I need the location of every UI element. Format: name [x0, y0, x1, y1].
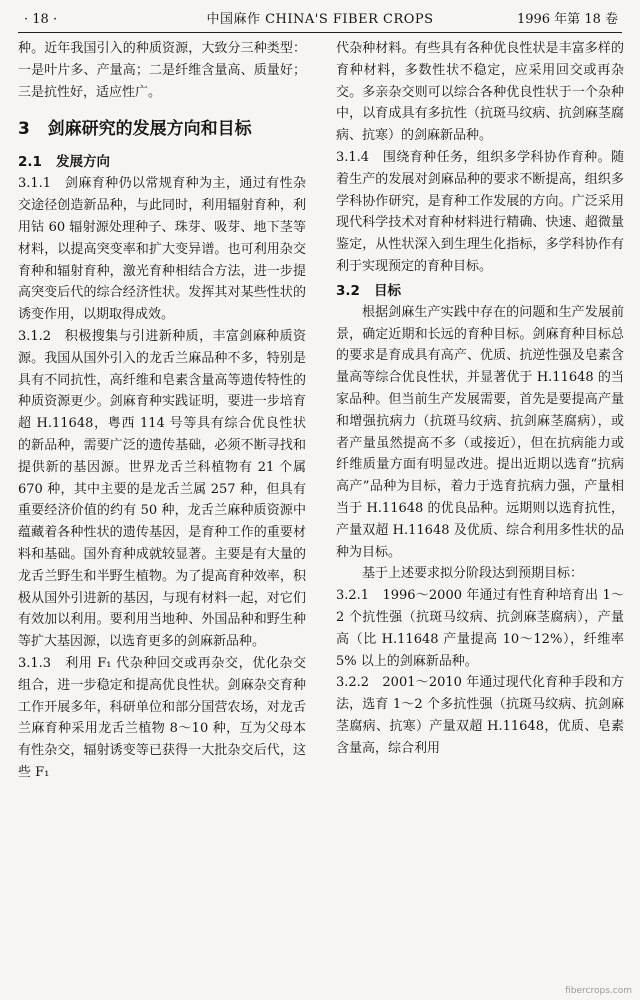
paragraph-3-1-2: 3.1.2 积极搜集与引进新种质，丰富剑麻种质资源。我国从国外引入的龙舌兰麻品种不多，特别是具有不同抗性，高纤维和皂素含量高等遗传特性的种质资源更少。剑麻育种实践证明，要进一步培育超 H.11648，粤西 114 号等具有综合优良性状的新品种，需要广泛的遗传基础，必须不断寻找和提供新的基因源。世界龙舌兰科植物有 21 个属 670 种，其中主要的是龙舌兰属 257 种，但具有重要经济价值的约有 50 种，龙舌兰麻种质资源中蕴藏着各种性状的遗传基因，是育种工作的重要材料和基础。国外育种成就较显著。主要是有大量的龙舌兰野生和半野生植物。为了提高育种效率，积极从国外引进新的基因，与现有材料一起，对它们有效加以利用。要利用当地种、外国品种和野生种等扩大基因源，以选育更多的剑麻新品种。	[18, 328, 306, 650]
journal-title: 中国麻作 CHINA'S FIBER CROPS	[206, 12, 434, 27]
paragraph-continued-right: 代杂种材料。有些具有各种优良性状是丰富多样的育种材料，多数性状不稳定，应采用回交或再杂交。多亲杂交则可以综合各种优良性状于一个杂种中，以育成具有多抗性（抗斑马纹病、抗剑麻茎腐病、抗寒）的剑麻新品种。	[336, 41, 624, 144]
section-title: 剑麻研究的发展方向和目标	[47, 119, 252, 140]
paragraph-goals: 根据剑麻生产实践中存在的问题和生产发展前景，确定近期和长远的育种目标。剑麻育种目标总的要求是育成具有高产、优质、抗逆性强及皂素含量高等综合优良性状，并显著优于 H.11648 的当家品种。但当前生产发展需要，首先是要提高产量和增强抗病力（抗斑马纹病、抗剑麻茎腐病），或者产量虽然提高不多（或接近），但在抗病能力或纤维质量方面有明显改进。提出近期以选育“抗病高产”品种为目标，着力于选育抗病力强，产量相当于 H.11648 的优良品种。远期则以选育抗性，产量双超 H.11648 及优质、综合利用多性状的品种为目标。	[336, 304, 624, 560]
running-header	[18, 8, 622, 33]
volume-info: 1996 年第 18 卷	[516, 12, 618, 27]
paragraph-3-2-1: 3.2.1 1996～2000 年通过有性育种培育出 1～2 个抗性强（抗斑马纹病、抗剑麻茎腐病），产量高（比 H.11648 产量提高 10～12%），纤维率 5% 以上的剑麻新品种。	[336, 588, 624, 669]
subsection-title: 发展方向	[56, 154, 111, 171]
subsection-number: 2.1	[18, 154, 42, 171]
section-number: 3	[18, 119, 30, 140]
paragraph-stages: 基于上述要求拟分阶段达到预期目标：	[362, 566, 584, 582]
left-column	[18, 38, 306, 988]
right-column	[336, 38, 624, 988]
section-heading	[18, 115, 306, 143]
subsection-heading-direction	[18, 151, 306, 173]
subsection-heading-goal	[336, 280, 624, 302]
paragraph-3-1-4: 3.1.4 围绕育种任务，组织多学科协作育种。随着生产的发展对剑麻品种的要求不断提高，组织多学科协作研究，是育种工作发展的方向。广泛采用现代科学技术对育种材料进行精确、快速、超微量鉴定，从性状深入到生理生化指标，多学科协作有利于实现预定的育种目标。	[336, 149, 624, 274]
paragraph-3-1-3: 3.1.3 利用 F₁ 代杂种回交或再杂交，优化杂交组合，进一步稳定和提高优良性状。剑麻杂交育种工作开展多年，科研单位和部分国营农场，对龙舌兰麻育种采用龙舌兰植物 8～10 种，互为父母本有性杂交，辐射诱变等已获得一大批杂交后代，这些 F₁	[18, 655, 306, 780]
subsection-title: 目标	[374, 282, 402, 299]
paragraph-continued: 种。近年我国引入的种质资源，大致分三种类型：一是叶片多、产量高；二是纤维含量高、质量好；三是抗性好，适应性广。	[18, 41, 306, 100]
watermark: fibercrops.com	[565, 986, 632, 996]
subsection-number: 3.2	[336, 282, 360, 299]
paragraph-3-1-1: 3.1.1 剑麻育种仍以常规育种为主，通过有性杂交途径创造新品种，与此同时，利用辐射育种，利用钴 60 辐射源处理种子、珠芽、吸芽、地下茎等材料，以提高突变率和扩大变异谱。也可利用杂交育种和辐射育种，激光育种相结合方法，进一步提高突变后代的综合经济性状。发挥其对某些性状的诱变作用，以期取得成效。	[18, 176, 306, 323]
paragraph-3-2-2: 3.2.2 2001～2010 年通过现代化育种手段和方法，选育 1～2 个多抗性强（抗斑马纹病、抗剑麻茎腐病、抗寒）产量双超 H.11648，优质、皂素含量高，综合利用	[336, 675, 624, 756]
page-number: · 18 ·	[24, 12, 58, 27]
